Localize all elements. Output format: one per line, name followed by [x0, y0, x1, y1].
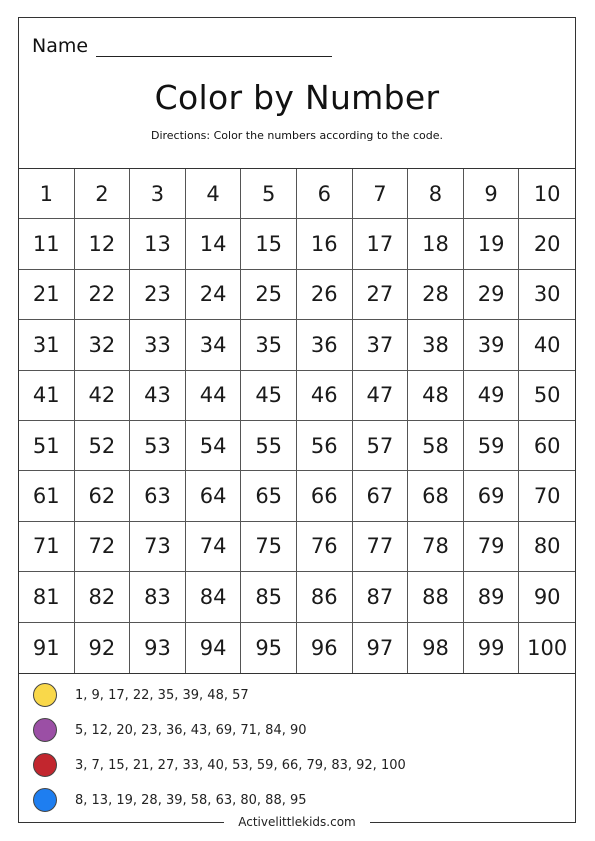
grid-cell[interactable]: 71	[19, 522, 75, 572]
grid-cell[interactable]: 82	[75, 572, 131, 622]
grid-cell[interactable]: 24	[186, 270, 242, 320]
key-numbers-red: 3, 7, 15, 21, 27, 33, 40, 53, 59, 66, 79, 83, 92, 100	[75, 757, 406, 773]
grid-cell[interactable]: 79	[464, 522, 520, 572]
grid-cell[interactable]: 61	[19, 471, 75, 521]
grid-cell[interactable]: 16	[297, 219, 353, 269]
color-key	[33, 682, 406, 822]
grid-cell[interactable]: 91	[19, 623, 75, 673]
grid-cell[interactable]: 15	[241, 219, 297, 269]
grid-cell[interactable]: 95	[241, 623, 297, 673]
grid-cell[interactable]: 53	[130, 421, 186, 471]
grid-cell[interactable]: 34	[186, 320, 242, 370]
grid-cell[interactable]: 25	[241, 270, 297, 320]
grid-cell[interactable]: 100	[527, 635, 568, 660]
key-numbers-yellow: 1, 9, 17, 22, 35, 39, 48, 57	[75, 687, 249, 703]
grid-cell[interactable]: 72	[75, 522, 131, 572]
grid-cell[interactable]: 84	[186, 572, 242, 622]
grid-cell[interactable]: 64	[186, 471, 242, 521]
grid-cell[interactable]: 44	[186, 371, 242, 421]
red-circle-icon	[33, 753, 57, 777]
grid-cell[interactable]: 1	[19, 169, 75, 219]
grid-cell[interactable]: 51	[19, 421, 75, 471]
grid-cell[interactable]: 14	[186, 219, 242, 269]
grid-cell[interactable]: 98	[408, 623, 464, 673]
grid-cell[interactable]: 68	[408, 471, 464, 521]
grid-cell[interactable]: 76	[297, 522, 353, 572]
grid-cell[interactable]: 93	[130, 623, 186, 673]
key-row-purple	[33, 717, 406, 743]
grid-cell[interactable]: 70	[519, 471, 575, 521]
grid-cell[interactable]: 74	[186, 522, 242, 572]
yellow-circle-icon	[33, 683, 57, 707]
grid-cell[interactable]: 87	[353, 572, 409, 622]
grid-cell[interactable]: 97	[353, 623, 409, 673]
footer	[19, 814, 575, 830]
grid-cell[interactable]: 9	[464, 169, 520, 219]
key-row-blue	[33, 787, 406, 813]
grid-cell[interactable]: 80	[519, 522, 575, 572]
purple-circle-icon	[33, 718, 57, 742]
footer-site: Activelittlekids.com	[224, 814, 370, 830]
grid-cell[interactable]: 62	[75, 471, 131, 521]
grid-cell[interactable]: 8	[408, 169, 464, 219]
number-grid	[19, 168, 575, 674]
grid-cell[interactable]: 59	[464, 421, 520, 471]
grid-cell[interactable]: 31	[19, 320, 75, 370]
grid-cell[interactable]: 83	[130, 572, 186, 622]
name-label: Name	[32, 35, 89, 57]
grid-cell[interactable]: 47	[353, 371, 409, 421]
key-row-yellow	[33, 682, 406, 708]
directions-text: Directions: Color the numbers according to the code.	[150, 129, 444, 142]
grid-cell[interactable]: 89	[464, 572, 520, 622]
grid-cell[interactable]: 7	[353, 169, 409, 219]
grid-cell[interactable]: 3	[130, 169, 186, 219]
grid-cell[interactable]: 22	[75, 270, 131, 320]
grid-cell[interactable]: 49	[464, 371, 520, 421]
grid-cell[interactable]: 73	[130, 522, 186, 572]
grid-cell[interactable]: 11	[19, 219, 75, 269]
grid-cell[interactable]: 99	[464, 623, 520, 673]
grid-cell[interactable]: 10	[519, 169, 575, 219]
grid-cell[interactable]: 67	[353, 471, 409, 521]
name-row	[32, 35, 332, 57]
grid-cell[interactable]: 18	[408, 219, 464, 269]
grid-cell[interactable]: 27	[353, 270, 409, 320]
grid-cell[interactable]: 66	[297, 471, 353, 521]
key-numbers-blue: 8, 13, 19, 28, 39, 58, 63, 80, 88, 95	[75, 792, 307, 808]
grid-cell[interactable]: 12	[75, 219, 131, 269]
grid-cell[interactable]: 48	[408, 371, 464, 421]
grid-cell[interactable]: 88	[408, 572, 464, 622]
grid-cell[interactable]: 75	[241, 522, 297, 572]
name-field-line[interactable]	[96, 37, 332, 57]
grid-cell[interactable]: 41	[19, 371, 75, 421]
grid-cell[interactable]: 19	[464, 219, 520, 269]
grid-cell[interactable]: 35	[241, 320, 297, 370]
grid-cell[interactable]: 38	[408, 320, 464, 370]
grid-cell[interactable]: 56	[297, 421, 353, 471]
grid-cell[interactable]: 2	[75, 169, 131, 219]
grid-cell[interactable]: 32	[75, 320, 131, 370]
grid-cell[interactable]: 46	[297, 371, 353, 421]
key-numbers-purple: 5, 12, 20, 23, 36, 43, 69, 71, 84, 90	[75, 722, 307, 738]
grid-cell[interactable]: 78	[408, 522, 464, 572]
grid-cell[interactable]: 28	[408, 270, 464, 320]
grid-cell[interactable]: 63	[130, 471, 186, 521]
worksheet	[18, 17, 576, 829]
grid-cell[interactable]: 23	[130, 270, 186, 320]
grid-cell[interactable]: 21	[19, 270, 75, 320]
grid-cell[interactable]: 50	[519, 371, 575, 421]
grid-cell[interactable]: 92	[75, 623, 131, 673]
blue-circle-icon	[33, 788, 57, 812]
grid-cell[interactable]: 96	[297, 623, 353, 673]
grid-cell[interactable]: 60	[519, 421, 575, 471]
grid-cell[interactable]: 17	[353, 219, 409, 269]
grid-cell[interactable]: 30	[519, 270, 575, 320]
grid-cell[interactable]: 65	[241, 471, 297, 521]
grid-cell[interactable]: 26	[297, 270, 353, 320]
grid-cell[interactable]: 57	[353, 421, 409, 471]
grid-cell[interactable]: 43	[130, 371, 186, 421]
grid-cell[interactable]: 5	[241, 169, 297, 219]
grid-cell[interactable]: 94	[186, 623, 242, 673]
grid-cell[interactable]: 90	[519, 572, 575, 622]
grid-cell[interactable]: 40	[519, 320, 575, 370]
grid-cell[interactable]: 54	[186, 421, 242, 471]
page-title: Color by Number	[154, 78, 440, 117]
grid-cell[interactable]: 55	[241, 421, 297, 471]
grid-cell[interactable]: 85	[241, 572, 297, 622]
grid-cell[interactable]: 39	[464, 320, 520, 370]
grid-cell[interactable]: 58	[408, 421, 464, 471]
grid-cell[interactable]: 52	[75, 421, 131, 471]
grid-cell[interactable]: 6	[297, 169, 353, 219]
grid-cell[interactable]: 42	[75, 371, 131, 421]
grid-cell[interactable]: 36	[297, 320, 353, 370]
grid-cell[interactable]: 29	[464, 270, 520, 320]
grid-cell[interactable]: 81	[19, 572, 75, 622]
grid-cell[interactable]: 86	[297, 572, 353, 622]
grid-cell[interactable]: 20	[519, 219, 575, 269]
grid-cell[interactable]: 77	[353, 522, 409, 572]
grid-cell[interactable]: 13	[130, 219, 186, 269]
grid-cell[interactable]: 45	[241, 371, 297, 421]
grid-cell[interactable]: 69	[464, 471, 520, 521]
key-row-red	[33, 752, 406, 778]
grid-cell[interactable]: 37	[353, 320, 409, 370]
grid-cell[interactable]: 33	[130, 320, 186, 370]
grid-cell[interactable]: 4	[186, 169, 242, 219]
